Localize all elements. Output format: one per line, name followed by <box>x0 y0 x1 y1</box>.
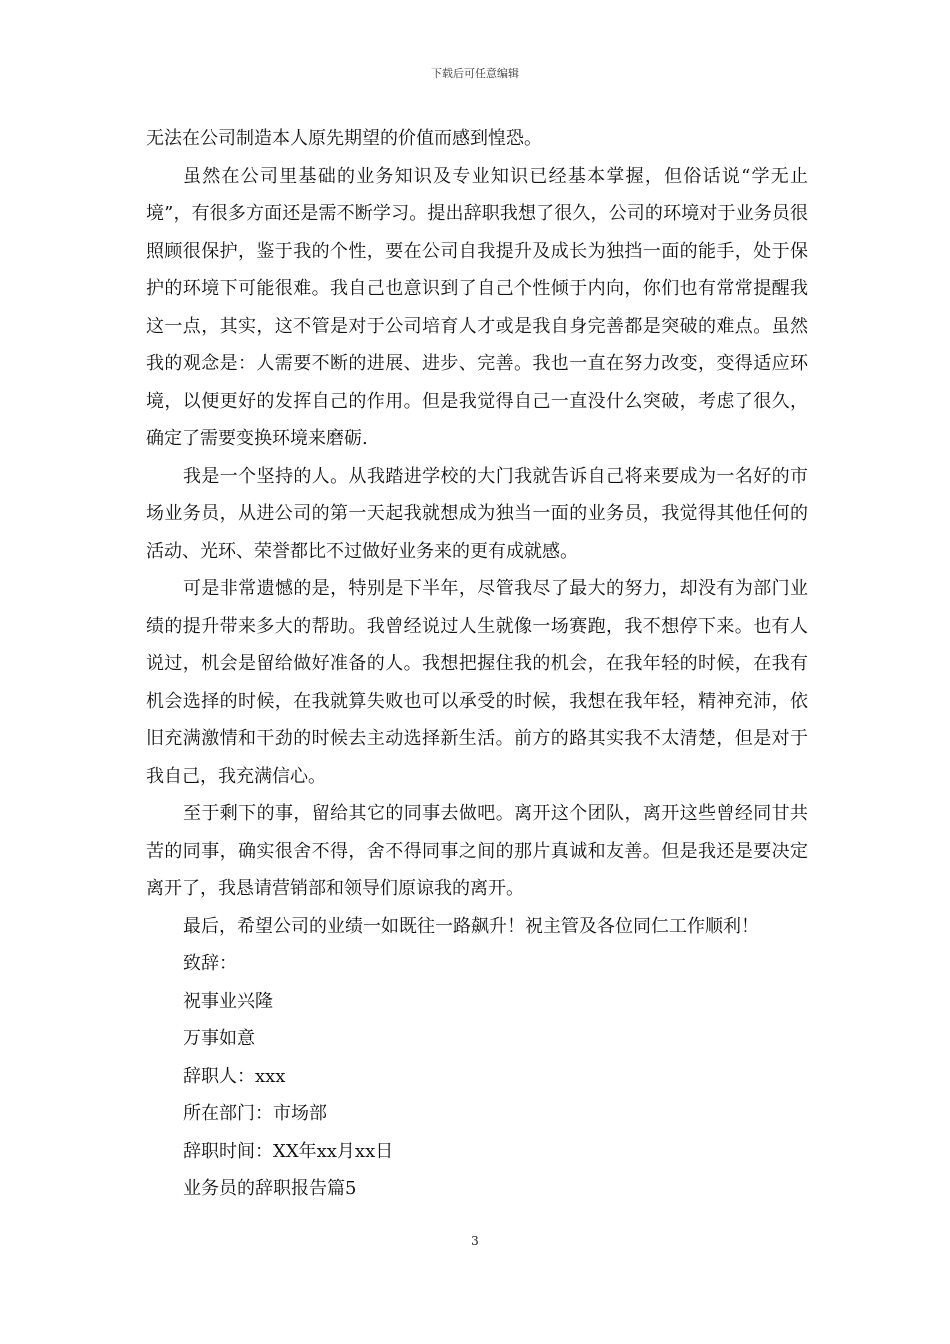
resigner-name: 辞职人：xxx <box>183 1065 286 1087</box>
paragraph-farewell: 至于剩下的事，留给其它的同事去做吧。离开这个团队，离开这些曾经同甘共苦的同事，确实很舍不得，舍不得同事之间的那片真诚和友善。但是我还是要决定离开了，我恳请营销部和领导们原谅我的离开。 <box>146 803 808 899</box>
page-number: 3 <box>471 1234 479 1248</box>
next-section-title: 业务员的辞职报告篇5 <box>183 1178 357 1199</box>
paragraph-persistence: 我是一个坚持的人。从我踏进学校的大门我就告诉自己将来要成为一名好的市场业务员，从进公司的第一天起我就想成为独当一面的业务员，我觉得其他任何的活动、光环、荣誉都比不过做好业务来的更有成就感。 <box>146 465 808 562</box>
paragraph-learning: 虽然在公司里基础的业务知识及专业知识已经基本掌握，但俗话说“学无止境”，有很多方面还是需不断学习。提出辞职我想了很久，公司的环境对于业务员很照顾很保护，鉴于我的个性，要在公司自我提升及成长为独挡一面的能手，处于保护的环境下可能很难。我自己也意识到了自己个性倾于内向，你们也有常常提醒我这一点，其实，这不管是对于公司培育人才或是我自身完善都是突破的难点。虽然我的观念是：人需要不断的进展、进步、完善。我也一直在努力改变，变得适应环境，以便更好的发挥自己的作用。但是我觉得自己一直没什么突破，考虑了很久，确定了需要变换环境来磨砺. <box>146 165 808 449</box>
paragraph-regret: 可是非常遗憾的是，特别是下半年，尽管我尽了最大的努力，却没有为部门业绩的提升带来多大的帮助。我曾经说过人生就像一场赛跑，我不想停下来。也有人说过，机会是留给做好准备的人。我想把握住我的机会，在我年轻的时候，在我有机会选择的时候，在我就算失败也可以承受的时候，我想在我年轻，精神充沛，依旧充满激情和干劲的时候去主动选择新生活。前方的路其实我不太清楚，但是对于我自己，我充满信心。 <box>146 578 808 787</box>
closing-salutation: 致辞： <box>183 953 237 974</box>
document-body <box>146 120 808 1208</box>
closing-blessing-2: 万事如意 <box>183 1028 255 1049</box>
page-header: 下载后可任意编辑 <box>431 67 519 80</box>
closing-blessing-1: 祝事业兴隆 <box>183 990 273 1012</box>
closing-wishes: 最后，希望公司的业绩一如既往一路飙升！祝主管及各位同仁工作顺利！ <box>183 915 759 937</box>
department: 所在部门：市场部 <box>183 1103 327 1124</box>
paragraph-continuation: 无法在公司制造本人原先期望的价值而感到惶恐。 <box>146 128 542 149</box>
resignation-date: 辞职时间：XX年xx月xx日 <box>183 1140 394 1162</box>
